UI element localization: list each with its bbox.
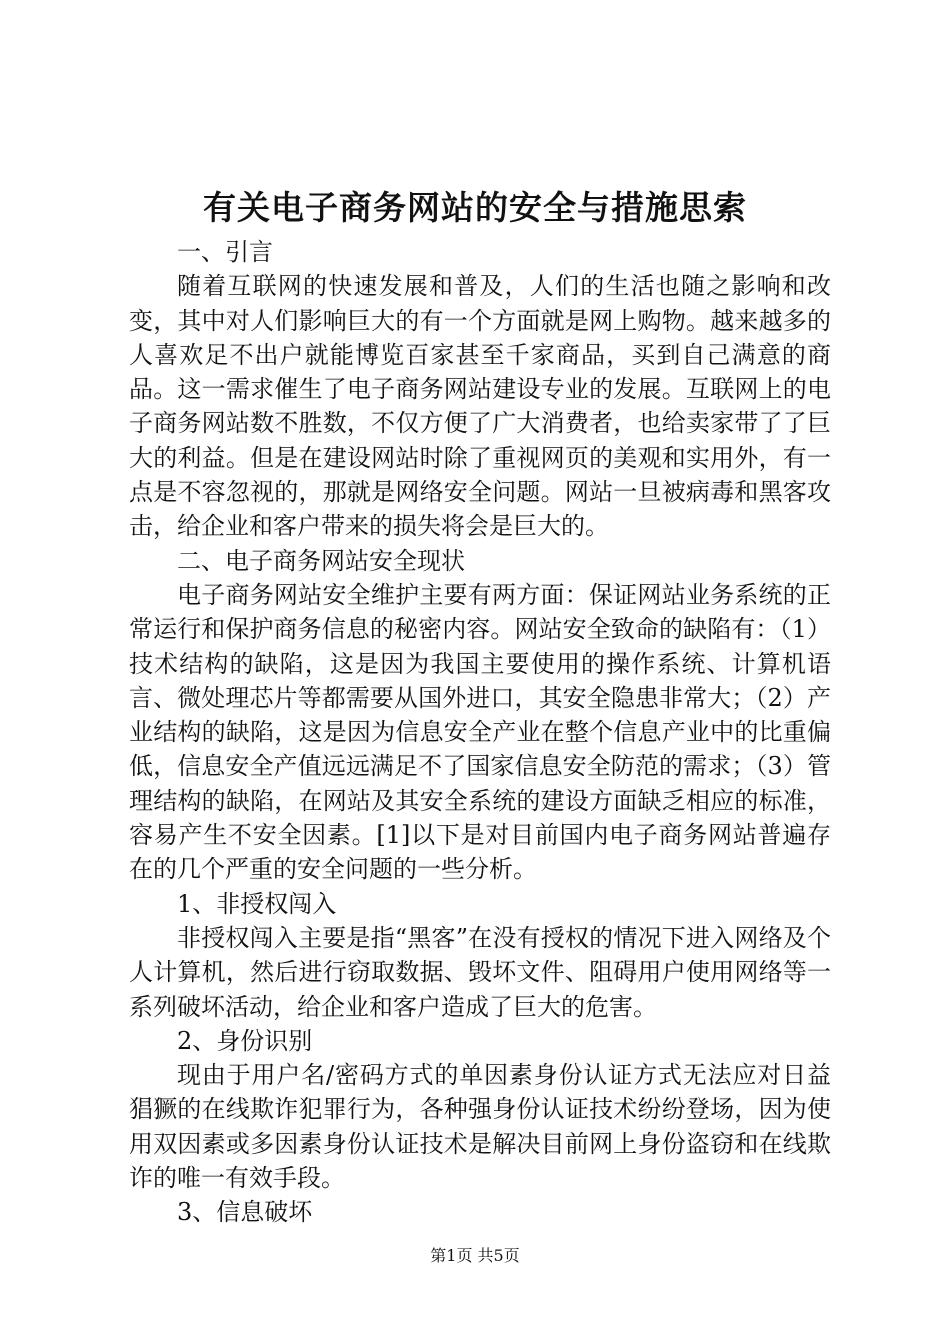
subheading-identity-recognition: 2、身份识别 [177,1026,313,1055]
document-title: 有关电子商务网站的安全与措施思索 [203,188,747,227]
section-heading-security-status: 二、电子商务网站安全现状 [177,546,465,575]
paragraph-security-status: 电子商务网站安全维护主要有两方面：保证网站业务系统的正常运行和保护商务信息的秘密内容。网站安全致命的缺陷有：（1）技术结构的缺陷，这是因为我国主要使用的操作系统、计算机语言、微处理芯片等都需要从国外进口，其安全隐患非常大；（2）产业结构的缺陷，这是因为信息安全产业在整个信息产业中的比重偏低，信息安全产值远远满足不了国家信息安全防范的需求；（3）管理结构的缺陷，在网站及其安全系统的建设方面缺乏相应的标准，容易产生不安全因素。[1]以下是对目前国内电子商务网站普遍存在的几个严重的安全问题的一些分析。 [129,580,831,884]
subheading-information-destruction: 3、信息破坏 [177,1198,313,1227]
section-heading-introduction: 一、引言 [177,238,273,266]
document-body [129,235,831,1230]
page-footer: 第1页 共5页 [430,1246,520,1265]
subheading-unauthorized-access: 1、非授权闯入 [177,889,337,918]
paragraph-unauthorized-access: 非授权闯入主要是指“黑客”在没有授权的情况下进入网络及个人计算机，然后进行窃取数据、毁坏文件、阻碍用户使用网络等一系列破坏活动，给企业和客户造成了巨大的危害。 [129,923,831,1021]
paragraph-identity-recognition: 现由于用户名/密码方式的单因素身份认证方式无法应对日益猖獗的在线欺诈犯罪行为，各种强身份认证技术纷纷登场，因为使用双因素或多因素身份认证技术是解决目前网上身份盗窃和在线欺诈的唯一有效手段。 [129,1061,831,1193]
paragraph-introduction: 随着互联网的快速发展和普及，人们的生活也随之影响和改变，其中对人们影响巨大的有一个方面就是网上购物。越来越多的人喜欢足不出户就能博览百家甚至千家商品，买到自己满意的商品。这一需求催生了电子商务网站建设专业的发展。互联网上的电子商务网站数不胜数，不仅方便了广大消费者，也给卖家带了了巨大的利益。但是在建设网站时除了重视网页的美观和实用外，有一点是不容忽视的，那就是网络安全问题。网站一旦被病毒和黑客攻击，给企业和客户带来的损失将会是巨大的。 [129,272,831,541]
